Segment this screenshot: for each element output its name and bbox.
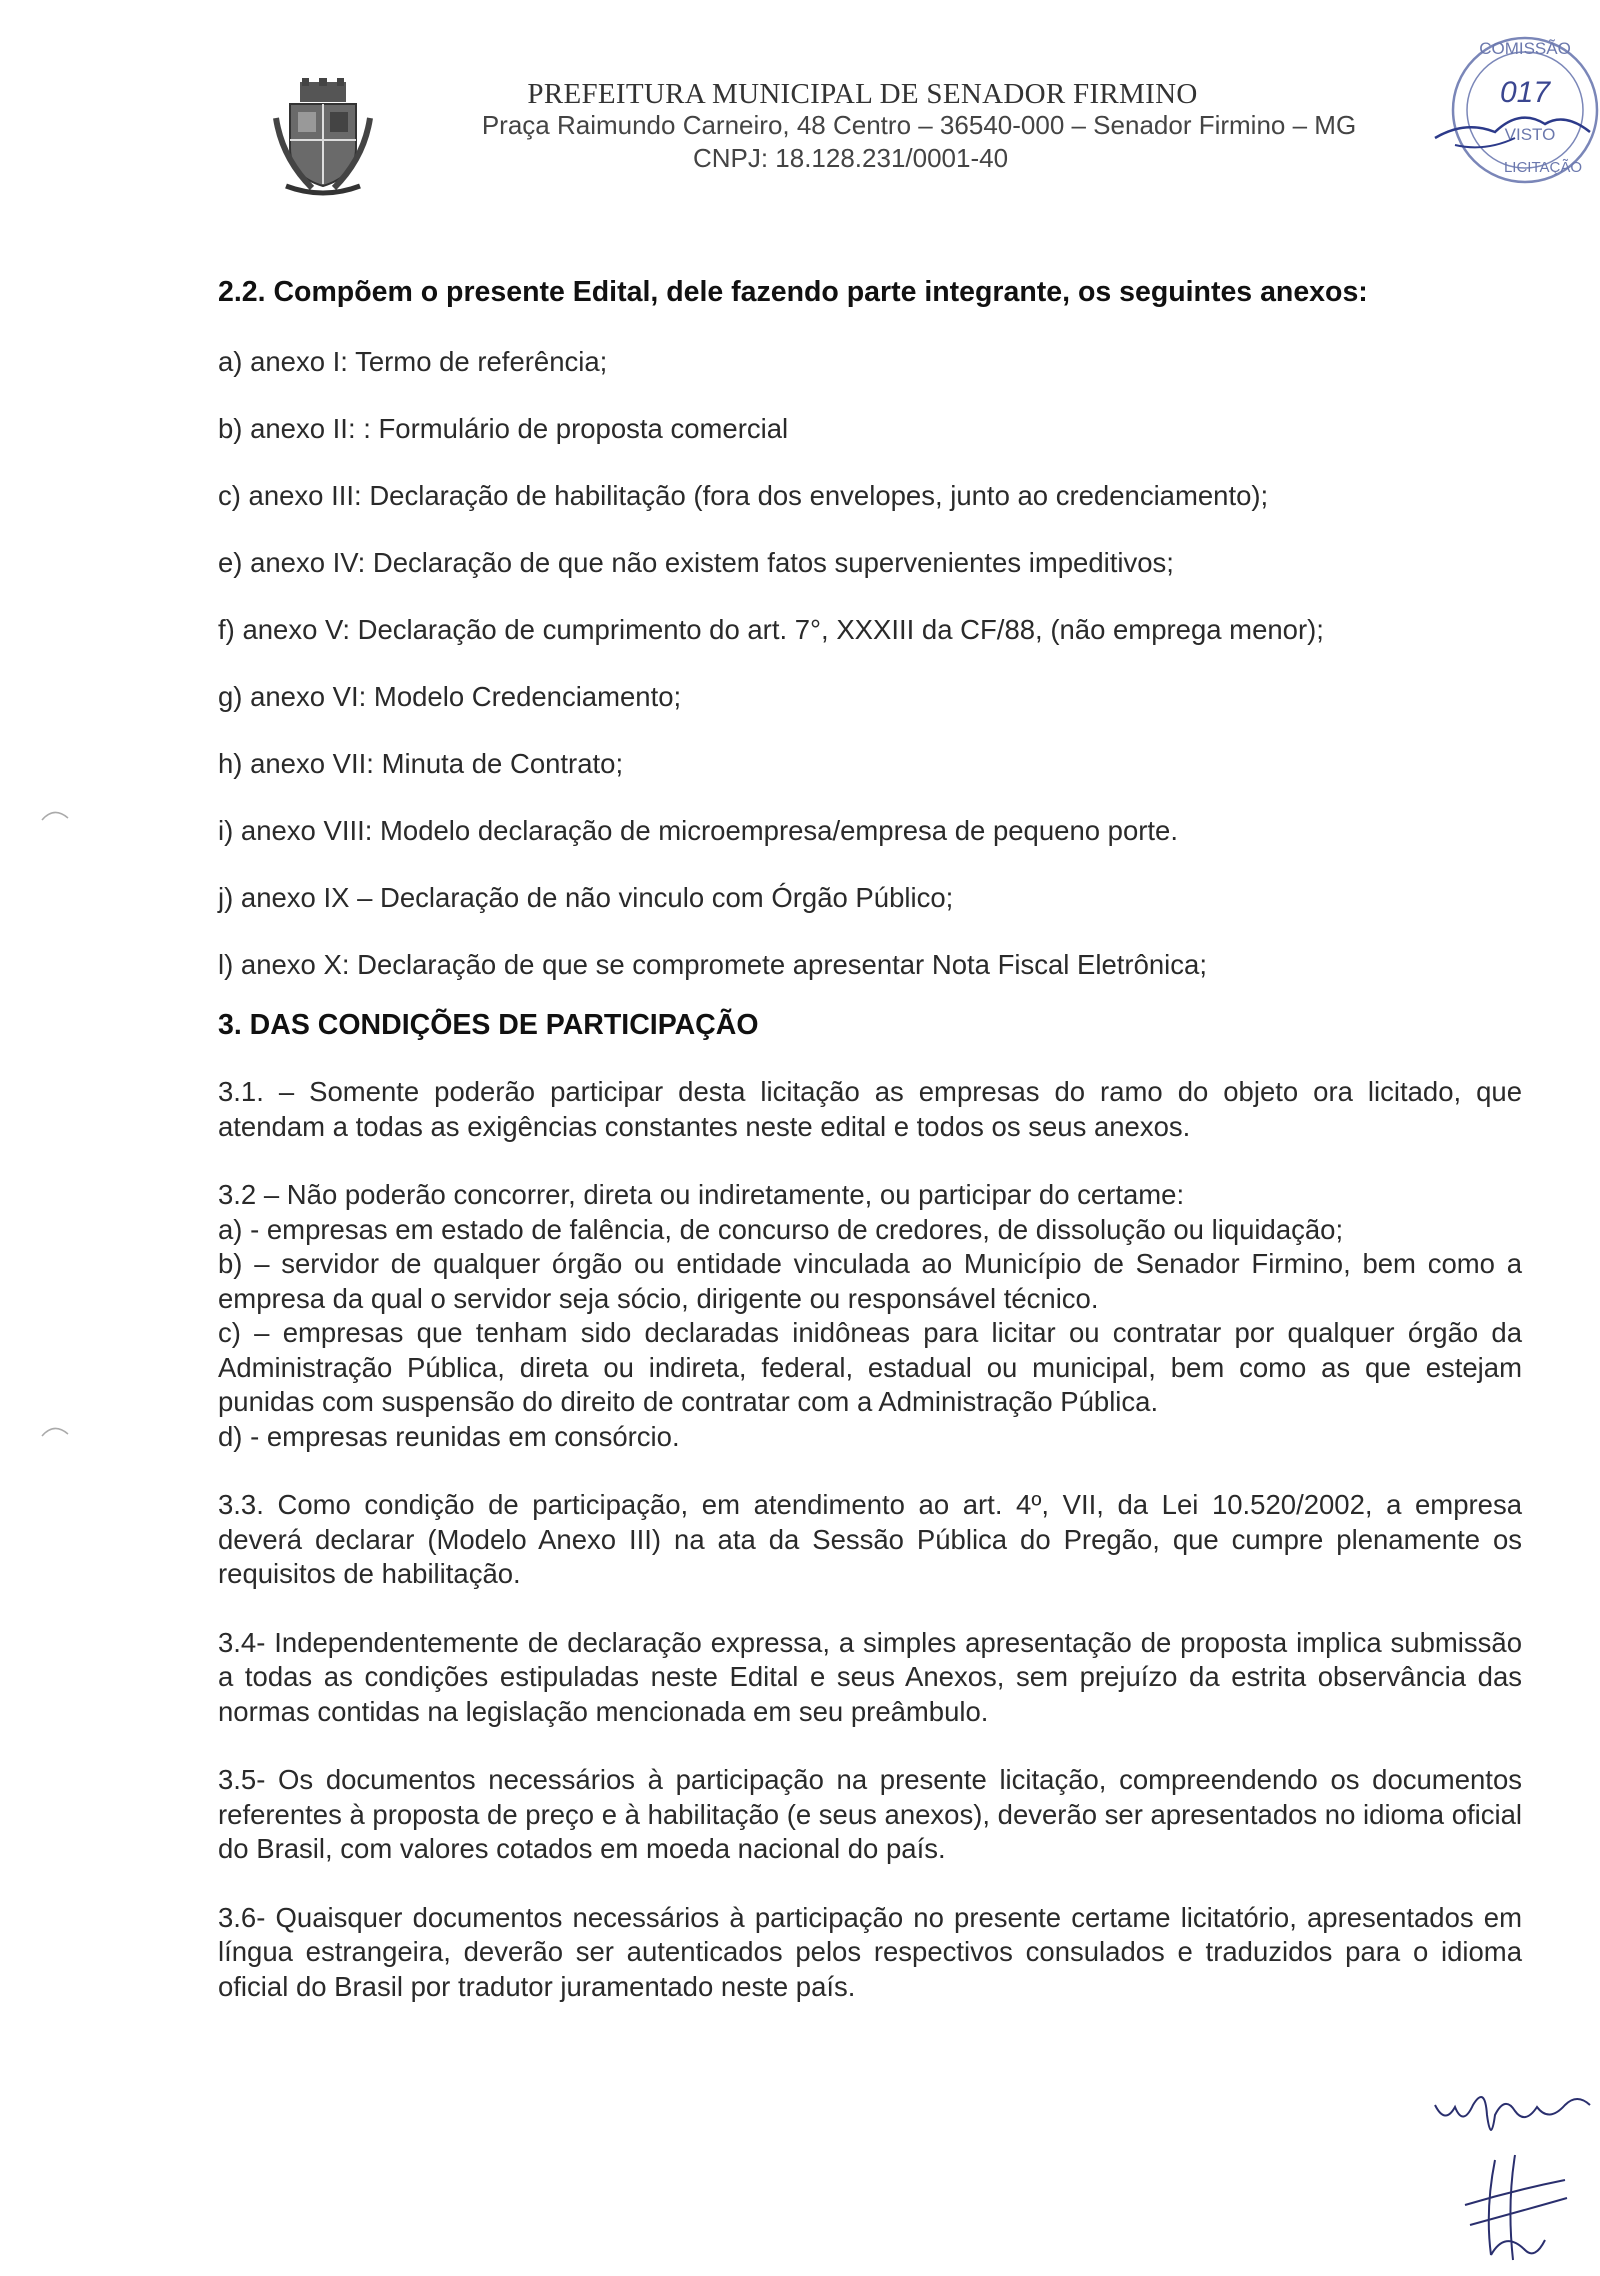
list-item: l) anexo X: Declaração de que se compromete apresentar Nota Fiscal Eletrônica; <box>218 949 1207 980</box>
letterhead <box>0 0 1600 220</box>
binder-hole-mark <box>40 1420 70 1440</box>
list-item: i) anexo VIII: Modelo declaração de microempresa/empresa de pequeno porte. <box>218 815 1178 846</box>
list-item: b) anexo II: : Formulário de proposta comercial <box>218 413 789 444</box>
municipality-cnpj: CNPJ: 18.128.231/0001-40 <box>692 143 1009 173</box>
handwritten-initials-signature <box>1425 2075 1600 2155</box>
clause-3-1: 3.1. – Somente poderão participar desta licitação as empresas do ramo do objeto ora licitado, que atendam a todas as exigências constantes neste edital e todos os seus anexos. <box>218 1076 1522 1142</box>
svg-text:VISTO: VISTO <box>1504 125 1556 144</box>
participation-heading: 3. DAS CONDIÇÕES DE PARTICIPAÇÃO <box>218 1009 759 1041</box>
list-item: g) anexo VI: Modelo Credenciamento; <box>218 681 682 712</box>
svg-text:LICITAÇÃO: LICITAÇÃO <box>1503 159 1583 176</box>
clause-3-4: 3.4- Independentemente de declaração expressa, a simples apresentação de proposta implica submissão a todas as condições estipuladas neste Edital e seus Anexos, sem prejuízo da estrita observância das normas contidas na legislação mencionada em seu preâmbulo. <box>218 1626 1522 1727</box>
municipality-name: PREFEITURA MUNICIPAL DE SENADOR FIRMINO <box>527 78 1198 110</box>
clause-3-2-c: c) – empresas que tenham sido declaradas inidôneas para licitar ou contratar por qualquer órgão da Administração Pública, direta ou indireta, federal, estadual ou municipal, bem como as que estejam punidas com suspensão do direito de contratar com a Administração Pública. <box>218 1317 1522 1417</box>
list-item: e) anexo IV: Declaração de que não existem fatos supervenientes impeditivos; <box>218 547 1174 578</box>
annex-list <box>218 342 1522 985</box>
svg-text:017: 017 <box>1499 76 1551 109</box>
document-body <box>218 272 1522 2004</box>
binder-hole-mark <box>40 804 70 824</box>
list-item: f) anexo V: Declaração de cumprimento do art. 7°, XXXIII da CF/88, (não emprega menor); <box>218 614 1324 645</box>
clause-3-2-b: b) – servidor de qualquer órgão ou entidade vinculada ao Município de Senador Firmino, bem como a empresa da qual o servidor seja sócio, dirigente ou responsável técnico. <box>218 1248 1522 1314</box>
commission-stamp <box>1425 20 1600 195</box>
list-item: h) anexo VII: Minuta de Contrato; <box>218 748 624 779</box>
clause-3-3: 3.3. Como condição de participação, em atendimento ao art. 4º, VII, da Lei 10.520/2002, a empresa deverá declarar (Modelo Anexo III) na ata da Sessão Pública do Pregão, que cumpre plenamente os requisitos de habilitação. <box>218 1489 1522 1589</box>
annexes-heading: 2.2. Compõem o presente Edital, dele fazendo parte integrante, os seguintes anexos: <box>218 276 1368 308</box>
handwritten-rubric-signature <box>1455 2150 1575 2265</box>
clause-3-2-d: d) - empresas reunidas em consórcio. <box>218 1420 680 1452</box>
clause-3-2 <box>218 1178 1522 1454</box>
clause-3-6: 3.6- Quaisquer documentos necessários à participação no presente certame licitatório, apresentados em língua estrangeira, deverão ser autenticados pelos respectivos consulados e traduzidos para o idioma oficial do Brasil por tradutor juramentado neste país. <box>218 1901 1522 2002</box>
list-item: a) anexo I: Termo de referência; <box>218 346 608 377</box>
clause-3-2-a: a) - empresas em estado de falência, de concurso de credores, de dissolução ou liquidação; <box>218 1213 1344 1245</box>
clause-3-5: 3.5- Os documentos necessários à participação na presente licitação, compreendendo os documentos referentes à proposta de preço e à habilitação (e seus anexos), deverão ser apresentados no idioma oficial do Brasil, com valores cotados em moeda nacional do país. <box>218 1764 1522 1864</box>
municipality-address: Praça Raimundo Carneiro, 48 Centro – 36540-000 – Senador Firmino – MG <box>481 110 1357 140</box>
list-item: c) anexo III: Declaração de habilitação (fora dos envelopes, junto ao credenciamento); <box>218 480 1269 511</box>
list-item: j) anexo IX – Declaração de não vinculo com Órgão Público; <box>218 882 954 913</box>
svg-text:COMISSÃO: COMISSÃO <box>1479 39 1571 58</box>
clause-3-2-intro: 3.2 – Não poderão concorrer, direta ou indiretamente, ou participar do certame: <box>218 1179 1185 1210</box>
